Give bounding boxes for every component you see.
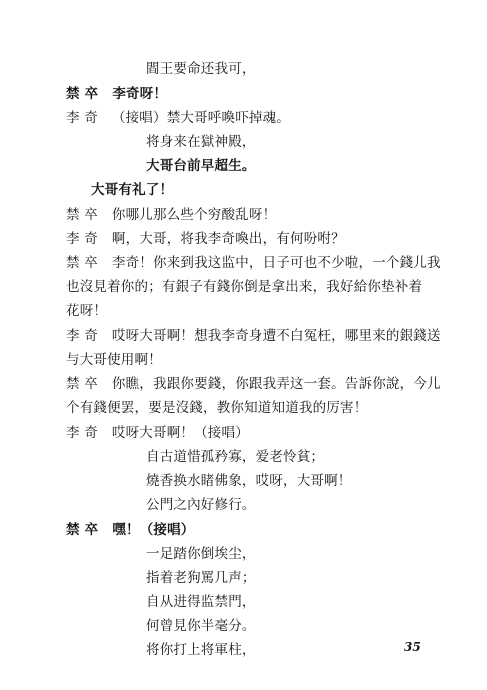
script-line	[66, 207, 276, 223]
line-text: 将你打上将軍柱，	[146, 642, 256, 658]
line-text: 一足踏你倒埃尘，	[146, 546, 256, 562]
line-text: 将身来在獄神殿，	[146, 134, 256, 150]
script-line	[66, 303, 107, 319]
script-line	[146, 158, 256, 174]
line-text: 哎呀大哥啊！（接唱）	[111, 425, 249, 441]
script-line	[66, 279, 422, 295]
line-text: 你瞧，我跟你要錢，你跟我弄这一套。告訴你說，今儿	[111, 376, 441, 392]
script-line	[146, 618, 256, 634]
speaker-name: 李 奇	[66, 328, 98, 344]
script-line	[146, 594, 256, 610]
line-text: 自古道惜孤矜寡，爱老怜貧；	[146, 449, 325, 465]
speaker-name: 禁 卒	[66, 522, 99, 538]
script-line	[146, 570, 256, 586]
line-text: 李奇呀！	[112, 86, 168, 102]
script-line	[66, 400, 367, 416]
script-line	[146, 546, 256, 562]
line-text: 公門之內好修行。	[146, 497, 256, 513]
speaker-name: 李 奇	[66, 425, 98, 441]
line-text: 大哥有礼了！	[91, 182, 174, 198]
line-text: 嘿！（接唱）	[112, 522, 195, 538]
line-text: 个有錢便罢，要是沒錢，教你知道知道我的厉害！	[66, 400, 368, 416]
script-line	[91, 182, 173, 198]
speaker-name: 李 奇	[66, 110, 98, 126]
script-line	[66, 86, 167, 102]
script-line	[66, 376, 441, 392]
script-line	[66, 425, 249, 441]
script-line	[66, 352, 162, 368]
speaker-name: 李 奇	[66, 231, 98, 247]
line-text: 与大哥使用啊！	[66, 352, 162, 368]
line-text: （接唱）禁大哥呼喚吓掉魂。	[111, 110, 291, 126]
line-text: 燒香换水睹佛象，哎呀，大哥啊！	[146, 473, 352, 489]
line-text: 李奇！你来到我这监中，日子可也不少啦，一个錢儿我	[111, 255, 441, 271]
script-line	[66, 522, 195, 538]
script-line	[66, 231, 345, 247]
line-text: 哎呀大哥啊！想我李奇身遭不白冤枉，哪里来的銀錢送	[111, 328, 441, 344]
speaker-name: 禁 卒	[66, 376, 98, 392]
speaker-name: 禁 卒	[66, 86, 99, 102]
speaker-name: 禁 卒	[66, 255, 98, 271]
script-line	[146, 473, 352, 489]
script-line	[146, 497, 256, 513]
line-text: 花呀！	[66, 303, 108, 319]
line-text: 大哥台前早超生。	[146, 158, 256, 174]
line-text: 也沒見着你的；有銀子有錢你倒是拿出来，我好給你垫补着	[66, 279, 423, 295]
line-text: 自从进得监禁門，	[146, 594, 256, 610]
line-text: 啊，大哥，将我李奇喚出，有何吩咐？	[111, 231, 345, 247]
script-line	[66, 255, 441, 271]
line-text: 何曾見你半毫分。	[146, 618, 256, 634]
speaker-name: 禁 卒	[66, 207, 98, 223]
script-line	[146, 642, 256, 658]
line-text: 閻王要命还我可，	[146, 61, 256, 77]
script-line	[66, 110, 290, 126]
script-line	[146, 134, 256, 150]
script-line	[146, 61, 256, 77]
script-line	[66, 328, 441, 344]
page-number: 35	[404, 640, 421, 654]
line-text: 指着老狗罵几声；	[146, 570, 256, 586]
script-line	[146, 449, 324, 465]
line-text: 你哪儿那么些个穷酸乱呀！	[111, 207, 277, 223]
